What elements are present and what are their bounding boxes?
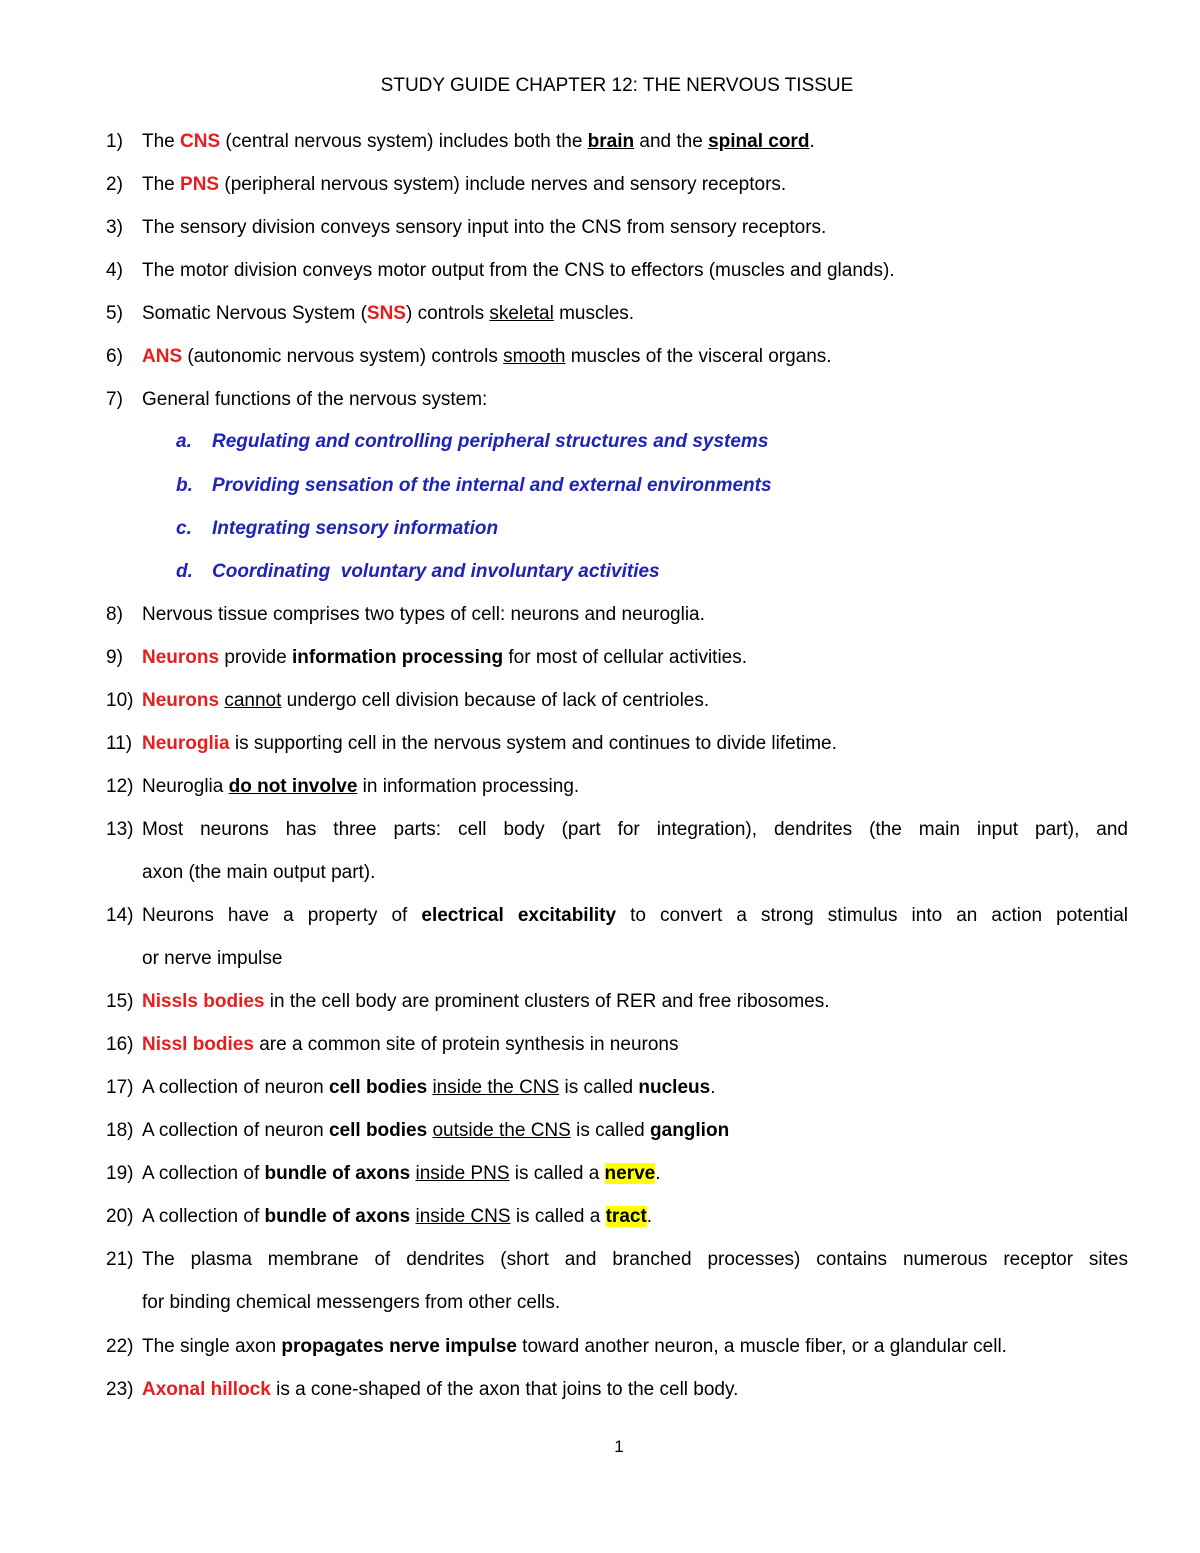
item-text xyxy=(142,904,1128,928)
item-number: 18) xyxy=(106,1120,134,1141)
item-number: 9) xyxy=(106,647,123,668)
function-item xyxy=(176,560,660,584)
text-run: are a common site of protein synthesis in neurons xyxy=(253,1034,679,1055)
text-run: Nissl bodies xyxy=(142,1034,254,1055)
text-run: Somatic Nervous System ( xyxy=(142,303,367,324)
function-text: Coordinating voluntary and involuntary activities xyxy=(212,561,660,582)
text-run: in information processing. xyxy=(357,776,580,797)
text-run: (peripheral nervous system) include nerves and sensory receptors. xyxy=(219,174,787,195)
text-run: inside CNS xyxy=(415,1206,511,1227)
text-run: ) controls xyxy=(405,303,490,324)
function-letter: c. xyxy=(176,518,192,539)
text-run: propagates nerve impulse xyxy=(281,1336,517,1357)
text-run: muscles. xyxy=(553,303,635,324)
text-run: Neurons have a property of xyxy=(142,905,422,926)
text-run: is supporting cell in the nervous system and continues to divide lifetime. xyxy=(229,733,837,754)
item-text xyxy=(142,732,837,756)
text-run: . xyxy=(655,1163,661,1184)
text-run: The xyxy=(142,131,181,152)
text-run: inside PNS xyxy=(415,1163,510,1184)
item-number: 5) xyxy=(106,303,123,324)
item-text xyxy=(142,646,747,670)
text-run: is called a xyxy=(510,1206,606,1227)
item-number: 21) xyxy=(106,1249,134,1270)
text-run: Nissls bodies xyxy=(142,991,265,1012)
text-run: PNS xyxy=(180,174,220,195)
text-run: inside the CNS xyxy=(432,1077,560,1098)
item-number: 19) xyxy=(106,1163,134,1184)
text-run: The sensory division conveys sensory input into the CNS from sensory receptors. xyxy=(142,217,827,238)
item-text xyxy=(142,1119,729,1143)
text-run: is called a xyxy=(509,1163,605,1184)
function-letter: b. xyxy=(176,475,193,496)
item-number: 17) xyxy=(106,1077,134,1098)
text-run: ANS xyxy=(142,346,183,367)
item-continuation: or nerve impulse xyxy=(142,948,283,969)
item-text xyxy=(142,689,709,713)
item-text xyxy=(142,173,786,197)
item-continuation: for binding chemical messengers from other cells. xyxy=(142,1292,561,1313)
item-text xyxy=(142,259,895,283)
text-run: Neuroglia xyxy=(142,733,230,754)
text-run: Neuroglia xyxy=(142,776,229,797)
text-run: spinal cord xyxy=(708,131,810,152)
text-run: in the cell body are prominent clusters of RER and free ribosomes. xyxy=(264,991,830,1012)
item-number: 14) xyxy=(106,905,134,926)
text-run: information processing xyxy=(291,647,504,668)
text-run: The xyxy=(142,174,181,195)
text-run: undergo cell division because of lack of centrioles. xyxy=(281,690,710,711)
text-run: tract xyxy=(605,1206,647,1227)
item-number: 11) xyxy=(106,733,133,754)
item-text xyxy=(142,1076,715,1100)
item-text xyxy=(142,1205,652,1229)
function-text: Providing sensation of the internal and external environments xyxy=(212,475,772,496)
item-text xyxy=(142,1033,678,1057)
text-run: A collection of xyxy=(142,1163,265,1184)
text-run: . xyxy=(710,1077,716,1098)
text-run: do not involve xyxy=(228,776,358,797)
item-text xyxy=(142,603,705,627)
item-continuation: axon (the main output part). xyxy=(142,862,376,883)
item-number: 1) xyxy=(106,131,123,152)
text-run: (central nervous system) includes both the xyxy=(220,131,588,152)
function-item xyxy=(176,474,772,498)
function-item xyxy=(176,430,769,454)
item-text xyxy=(142,345,832,369)
item-text xyxy=(142,1248,1128,1272)
text-run: outside the CNS xyxy=(432,1120,571,1141)
item-number: 8) xyxy=(106,604,123,625)
text-run: (autonomic nervous system) controls xyxy=(182,346,504,367)
item-number: 6) xyxy=(106,346,123,367)
text-run: ganglion xyxy=(650,1120,730,1141)
text-run: muscles of the visceral organs. xyxy=(565,346,832,367)
item-text xyxy=(142,818,1128,842)
text-run: is called xyxy=(570,1120,651,1141)
text-run: cell bodies xyxy=(328,1077,428,1098)
item-number: 12) xyxy=(106,776,134,797)
function-text: Regulating and controlling peripheral structures and systems xyxy=(212,431,769,452)
text-run: The plasma membrane of dendrites (short and branched processes) contains numerous receptor sites xyxy=(142,1249,1128,1270)
item-number: 2) xyxy=(106,174,123,195)
item-number: 7) xyxy=(106,389,123,410)
page-number: 1 xyxy=(614,1437,624,1456)
text-run: . xyxy=(809,131,815,152)
text-run: to convert a strong stimulus into an action potential xyxy=(616,905,1128,926)
item-text xyxy=(142,388,487,412)
text-run: The motor division conveys motor output from the CNS to effectors (muscles and glands). xyxy=(142,260,895,281)
item-text xyxy=(142,990,830,1014)
item-number: 10) xyxy=(106,690,134,711)
page-title: STUDY GUIDE CHAPTER 12: THE NERVOUS TISSUE xyxy=(380,75,854,96)
text-run: A collection of neuron xyxy=(142,1120,329,1141)
function-letter: d. xyxy=(176,561,193,582)
text-run: is a cone-shaped of the axon that joins to the cell body. xyxy=(270,1379,739,1400)
text-run: nerve xyxy=(604,1163,656,1184)
text-run: for most of cellular activities. xyxy=(503,647,748,668)
text-run: brain xyxy=(587,131,635,152)
text-run: toward another neuron, a muscle fiber, or a glandular cell. xyxy=(516,1336,1007,1357)
function-item xyxy=(176,517,499,541)
item-text xyxy=(142,216,826,240)
text-run: Axonal hillock xyxy=(142,1379,271,1400)
text-run: nucleus xyxy=(638,1077,711,1098)
item-text xyxy=(142,302,634,326)
text-run: is called xyxy=(559,1077,639,1098)
item-number: 13) xyxy=(106,819,134,840)
text-run: smooth xyxy=(503,346,566,367)
item-number: 16) xyxy=(106,1034,134,1055)
text-run: electrical excitability xyxy=(421,905,617,926)
text-run: Neurons xyxy=(142,690,220,711)
text-run: cannot xyxy=(224,690,282,711)
text-run: SNS xyxy=(366,303,406,324)
text-run: and the xyxy=(634,131,709,152)
text-run: bundle of axons xyxy=(264,1206,411,1227)
item-number: 22) xyxy=(106,1336,134,1357)
item-text xyxy=(142,1335,1007,1359)
text-run: A collection of xyxy=(142,1206,265,1227)
text-run: The single axon xyxy=(142,1336,282,1357)
text-run: cell bodies xyxy=(328,1120,428,1141)
text-run: Most neurons has three parts: cell body (part for integration), dendrites (the main input part), and xyxy=(142,819,1128,840)
item-number: 3) xyxy=(106,217,123,238)
item-number: 23) xyxy=(106,1379,134,1400)
text-run: General functions of the nervous system: xyxy=(142,389,488,410)
text-run: skeletal xyxy=(489,303,554,324)
text-run: CNS xyxy=(180,131,221,152)
text-run: Neurons xyxy=(142,647,220,668)
text-run: bundle of axons xyxy=(264,1163,411,1184)
function-letter: a. xyxy=(176,431,192,452)
item-number: 15) xyxy=(106,991,134,1012)
text-run: A collection of neuron xyxy=(142,1077,329,1098)
text-run: Nervous tissue comprises two types of cell: neurons and neuroglia. xyxy=(142,604,705,625)
item-number: 20) xyxy=(106,1206,134,1227)
function-text: Integrating sensory information xyxy=(212,518,499,539)
item-text xyxy=(142,775,579,799)
item-number: 4) xyxy=(106,260,123,281)
text-run: provide xyxy=(219,647,292,668)
item-text xyxy=(142,1378,738,1402)
text-run: . xyxy=(646,1206,653,1227)
item-text xyxy=(142,1162,661,1186)
item-text xyxy=(142,130,815,154)
